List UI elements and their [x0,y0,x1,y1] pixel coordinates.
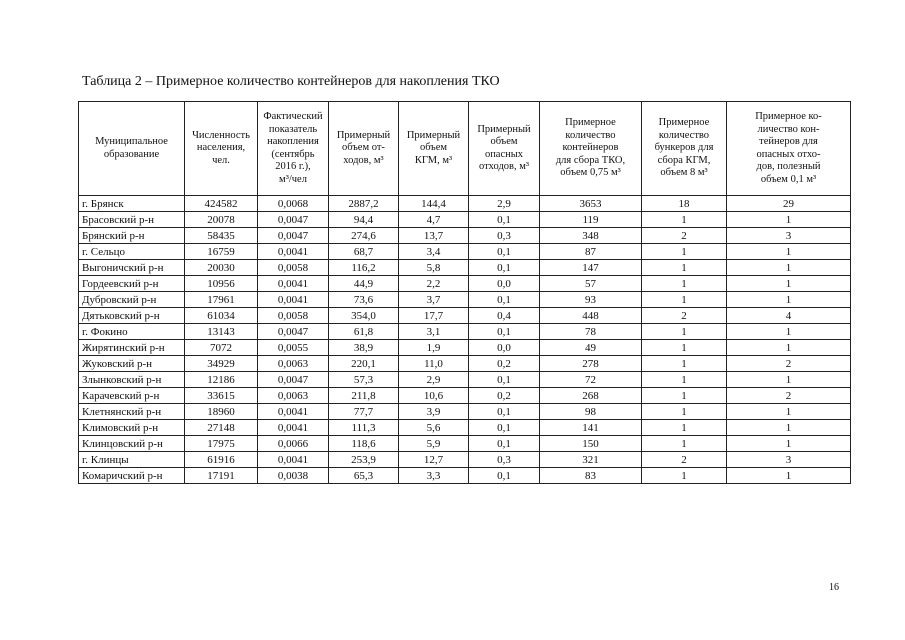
cell-accumulation-rate: 0,0058 [258,308,329,324]
cell-kgm-volume: 4,7 [399,212,469,228]
cell-municipality: Брасовский р-н [79,212,185,228]
cell-municipality: г. Сельцо [79,244,185,260]
header-kgm-volume [399,102,469,196]
table-header-row [79,102,851,196]
cell-hazardous-containers: 2 [727,388,851,404]
cell-hazardous-volume: 0,0 [469,276,540,292]
table-row [79,436,851,452]
cell-population: 27148 [185,420,258,436]
cell-kgm-bunkers: 1 [642,276,727,292]
header-line: чел. [212,154,230,166]
header-line: тейнеров для [759,136,818,147]
cell-accumulation-rate: 0,0041 [258,292,329,308]
cell-hazardous-volume: 0,0 [469,340,540,356]
cell-kgm-volume: 2,2 [399,276,469,292]
cell-accumulation-rate: 0,0041 [258,404,329,420]
cell-tko-containers: 87 [540,244,642,260]
cell-waste-volume: 38,9 [329,340,399,356]
header-line: опасных [484,148,524,160]
table-row [79,196,851,212]
cell-kgm-volume: 144,4 [399,196,469,212]
cell-hazardous-volume: 0,1 [469,436,540,452]
cell-kgm-bunkers: 1 [642,436,727,452]
cell-kgm-volume: 11,0 [399,356,469,372]
table-row [79,244,851,260]
cell-population: 61034 [185,308,258,324]
cell-tko-containers: 321 [540,452,642,468]
cell-waste-volume: 116,2 [329,260,399,276]
cell-hazardous-containers: 1 [727,436,851,452]
cell-population: 7072 [185,340,258,356]
cell-tko-containers: 119 [540,212,642,228]
header-line: дов, полезный [756,161,821,172]
cell-accumulation-rate: 0,0055 [258,340,329,356]
cell-municipality: Клинцовский р-н [79,436,185,452]
cell-hazardous-volume: 0,1 [469,404,540,420]
cell-waste-volume: 57,3 [329,372,399,388]
header-line: Примерное [658,117,710,129]
cell-kgm-bunkers: 2 [642,452,727,468]
header-line: м³/чел [279,173,307,185]
cell-waste-volume: 118,6 [329,436,399,452]
cell-kgm-bunkers: 1 [642,420,727,436]
cell-kgm-bunkers: 1 [642,212,727,228]
cell-hazardous-volume: 0,3 [469,228,540,244]
cell-municipality: Жуковский р-н [79,356,185,372]
header-line: объем 0,1 м³ [760,173,817,185]
cell-municipality: г. Брянск [79,196,185,212]
cell-hazardous-volume: 0,3 [469,452,540,468]
cell-population: 17191 [185,468,258,484]
header-line: показатель [268,123,318,135]
cell-hazardous-volume: 0,1 [469,212,540,228]
cell-kgm-bunkers: 2 [642,228,727,244]
cell-hazardous-volume: 0,1 [469,244,540,260]
header-line: Примерный [336,129,391,141]
cell-tko-containers: 3653 [540,196,642,212]
cell-municipality: Комаричский р-н [79,468,185,484]
cell-population: 61916 [185,452,258,468]
table-row [79,404,851,420]
header-line: Численность [192,129,250,141]
cell-hazardous-containers: 1 [727,404,851,420]
cell-hazardous-containers: 1 [727,244,851,260]
header-line: населения, [196,142,246,154]
header-line: сбора КГМ, [657,154,711,166]
cell-hazardous-volume: 0,1 [469,260,540,276]
table-row [79,452,851,468]
cell-municipality: Жирятинский р-н [79,340,185,356]
table-row [79,228,851,244]
cell-accumulation-rate: 0,0058 [258,260,329,276]
cell-accumulation-rate: 0,0047 [258,212,329,228]
header-line: объем [419,142,448,154]
cell-tko-containers: 57 [540,276,642,292]
cell-kgm-volume: 5,9 [399,436,469,452]
cell-kgm-bunkers: 1 [642,404,727,420]
cell-population: 17975 [185,436,258,452]
cell-waste-volume: 274,6 [329,228,399,244]
cell-tko-containers: 93 [540,292,642,308]
header-line: объем от- [342,142,385,154]
cell-population: 12186 [185,372,258,388]
containers-table [78,101,851,484]
header-accumulation-rate [258,102,329,196]
table-row [79,260,851,276]
cell-hazardous-containers: 1 [727,292,851,308]
cell-hazardous-containers: 1 [727,276,851,292]
cell-population: 20078 [185,212,258,228]
header-line: ходов, м³ [343,154,384,166]
cell-kgm-bunkers: 1 [642,340,727,356]
cell-tko-containers: 72 [540,372,642,388]
cell-tko-containers: 141 [540,420,642,436]
cell-population: 34929 [185,356,258,372]
header-hazardous-containers [727,102,851,196]
cell-accumulation-rate: 0,0041 [258,276,329,292]
cell-accumulation-rate: 0,0047 [258,324,329,340]
cell-hazardous-volume: 0,2 [469,388,540,404]
header-line: контейнеров [562,142,619,154]
cell-kgm-bunkers: 1 [642,260,727,276]
cell-accumulation-rate: 0,0041 [258,452,329,468]
cell-population: 58435 [185,228,258,244]
cell-hazardous-volume: 0,1 [469,372,540,388]
table-row [79,388,851,404]
cell-hazardous-containers: 1 [727,372,851,388]
cell-kgm-volume: 3,9 [399,404,469,420]
header-line: КГМ, м³ [414,154,453,166]
table-row [79,356,851,372]
cell-hazardous-containers: 1 [727,340,851,356]
cell-waste-volume: 211,8 [329,388,399,404]
cell-hazardous-containers: 1 [727,420,851,436]
cell-hazardous-containers: 29 [727,196,851,212]
cell-tko-containers: 150 [540,436,642,452]
cell-waste-volume: 77,7 [329,404,399,420]
cell-kgm-volume: 1,9 [399,340,469,356]
header-line: количество [658,129,710,141]
cell-hazardous-volume: 0,1 [469,292,540,308]
cell-municipality: г. Клинцы [79,452,185,468]
header-line: опасных отхо- [756,148,821,160]
cell-hazardous-volume: 2,9 [469,196,540,212]
cell-kgm-volume: 2,9 [399,372,469,388]
header-line: объем 0,75 м³ [560,167,621,179]
cell-kgm-bunkers: 1 [642,356,727,372]
header-line: 2016 г.), [275,161,311,172]
cell-hazardous-volume: 0,4 [469,308,540,324]
cell-waste-volume: 73,6 [329,292,399,308]
cell-kgm-volume: 3,4 [399,244,469,260]
cell-municipality: Брянский р-н [79,228,185,244]
cell-waste-volume: 44,9 [329,276,399,292]
cell-accumulation-rate: 0,0063 [258,388,329,404]
cell-municipality: Дубровский р-н [79,292,185,308]
cell-kgm-bunkers: 1 [642,324,727,340]
cell-kgm-bunkers: 1 [642,468,727,484]
cell-accumulation-rate: 0,0066 [258,436,329,452]
cell-waste-volume: 65,3 [329,468,399,484]
cell-accumulation-rate: 0,0063 [258,356,329,372]
header-line: накопления [267,136,319,147]
cell-kgm-volume: 3,3 [399,468,469,484]
header-tko-containers [540,102,642,196]
cell-tko-containers: 348 [540,228,642,244]
cell-kgm-bunkers: 2 [642,308,727,324]
cell-kgm-bunkers: 1 [642,388,727,404]
cell-tko-containers: 49 [540,340,642,356]
cell-accumulation-rate: 0,0047 [258,228,329,244]
table-row [79,420,851,436]
cell-municipality: Карачевский р-н [79,388,185,404]
cell-hazardous-containers: 1 [727,212,851,228]
cell-municipality: Клетнянский р-н [79,404,185,420]
cell-tko-containers: 268 [540,388,642,404]
cell-hazardous-containers: 3 [727,228,851,244]
cell-hazardous-containers: 4 [727,308,851,324]
table-row [79,276,851,292]
table-row [79,292,851,308]
cell-kgm-bunkers: 1 [642,372,727,388]
header-line: количество [565,129,616,141]
cell-kgm-volume: 3,7 [399,292,469,308]
cell-kgm-volume: 5,8 [399,260,469,276]
header-line: Муниципальное [95,136,168,147]
header-line: Примерный [406,129,461,141]
header-municipality [79,102,185,196]
cell-tko-containers: 83 [540,468,642,484]
header-waste-volume [329,102,399,196]
cell-tko-containers: 448 [540,308,642,324]
cell-municipality: Злынковский р-н [79,372,185,388]
header-line: Примерное ко- [755,111,822,122]
cell-tko-containers: 98 [540,404,642,420]
cell-accumulation-rate: 0,0068 [258,196,329,212]
header-line: Примерное [565,117,616,129]
header-line: Фактический [263,111,323,122]
cell-accumulation-rate: 0,0047 [258,372,329,388]
header-hazardous-volume [469,102,540,196]
cell-waste-volume: 2887,2 [329,196,399,212]
cell-waste-volume: 111,3 [329,420,399,436]
table-row [79,212,851,228]
table-row [79,340,851,356]
table-row [79,468,851,484]
cell-tko-containers: 278 [540,356,642,372]
cell-population: 424582 [185,196,258,212]
cell-hazardous-containers: 1 [727,260,851,276]
cell-population: 13143 [185,324,258,340]
cell-municipality: Климовский р-н [79,420,185,436]
header-line: образование [103,148,160,160]
cell-hazardous-containers: 1 [727,324,851,340]
header-line: объем 8 м³ [660,167,708,179]
cell-population: 18960 [185,404,258,420]
cell-hazardous-volume: 0,1 [469,420,540,436]
cell-population: 20030 [185,260,258,276]
header-line: отходов, м³ [478,161,530,172]
cell-accumulation-rate: 0,0038 [258,468,329,484]
cell-waste-volume: 68,7 [329,244,399,260]
cell-population: 33615 [185,388,258,404]
table-row [79,324,851,340]
cell-kgm-bunkers: 1 [642,292,727,308]
header-line: объем [490,136,518,147]
cell-municipality: Дятьковский р-н [79,308,185,324]
cell-waste-volume: 94,4 [329,212,399,228]
cell-hazardous-volume: 0,1 [469,468,540,484]
cell-accumulation-rate: 0,0041 [258,420,329,436]
cell-municipality: Гордеевский р-н [79,276,185,292]
cell-municipality: г. Фокино [79,324,185,340]
cell-hazardous-containers: 1 [727,468,851,484]
header-line: личество кон- [757,123,820,135]
cell-kgm-bunkers: 1 [642,244,727,260]
cell-population: 17961 [185,292,258,308]
header-line: бункеров для [654,142,714,154]
cell-kgm-volume: 13,7 [399,228,469,244]
cell-waste-volume: 253,9 [329,452,399,468]
cell-hazardous-containers: 2 [727,356,851,372]
cell-waste-volume: 354,0 [329,308,399,324]
cell-tko-containers: 78 [540,324,642,340]
cell-kgm-volume: 17,7 [399,308,469,324]
cell-hazardous-containers: 3 [727,452,851,468]
header-line: (сентябрь [271,148,315,160]
cell-waste-volume: 220,1 [329,356,399,372]
header-kgm-bunkers [642,102,727,196]
cell-kgm-bunkers: 18 [642,196,727,212]
cell-kgm-volume: 12,7 [399,452,469,468]
header-population [185,102,258,196]
cell-kgm-volume: 10,6 [399,388,469,404]
cell-hazardous-volume: 0,1 [469,324,540,340]
cell-population: 16759 [185,244,258,260]
cell-population: 10956 [185,276,258,292]
cell-waste-volume: 61,8 [329,324,399,340]
cell-accumulation-rate: 0,0041 [258,244,329,260]
table-row [79,308,851,324]
page-number: 16 [829,582,839,593]
cell-hazardous-volume: 0,2 [469,356,540,372]
table-caption: Таблица 2 – Примерное количество контейнеров для накопления ТКО [82,74,500,89]
cell-kgm-volume: 3,1 [399,324,469,340]
cell-kgm-volume: 5,6 [399,420,469,436]
cell-tko-containers: 147 [540,260,642,276]
header-line: Примерный [477,123,531,135]
header-line: для сбора ТКО, [555,154,626,166]
table-row [79,372,851,388]
cell-municipality: Выгоничский р-н [79,260,185,276]
